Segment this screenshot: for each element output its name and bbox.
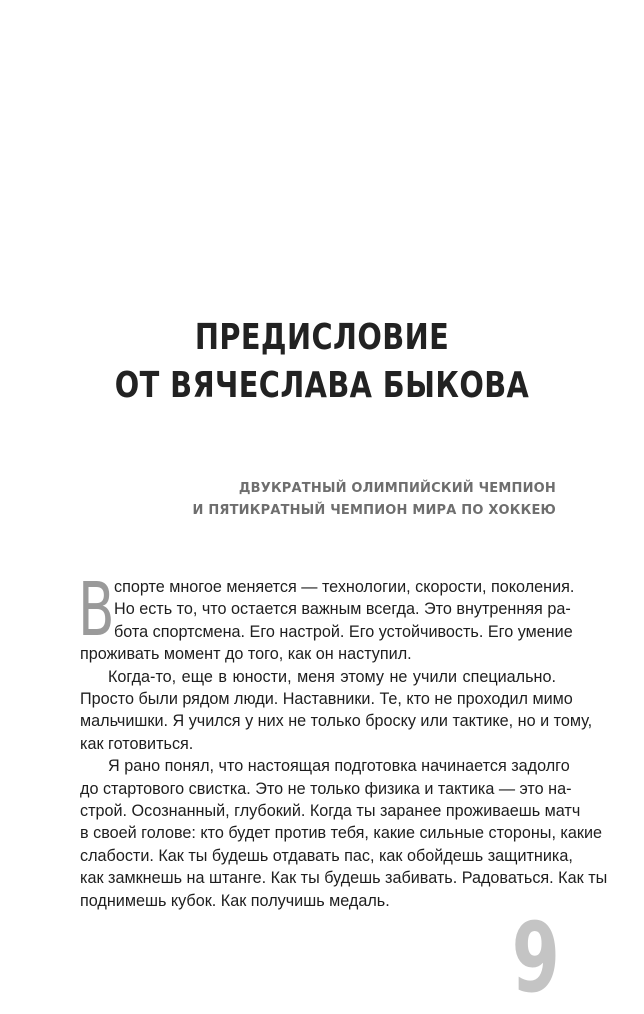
text-line: Когда-то, еще в юности, меня этому не учили специально. <box>108 667 556 686</box>
text-line: Просто были рядом люди. Наставники. Те, кто не проходил мимо <box>80 690 573 709</box>
chapter-title-line: ПРЕДИСЛОВИЕ <box>194 317 450 359</box>
text-line: до стартового свистка. Это не только физика и тактика — это на- <box>80 779 572 798</box>
author-credentials-line: И ПЯТИКРАТНЫЙ ЧЕМПИОН МИРА ПО ХОККЕЮ <box>192 503 556 518</box>
chapter-title <box>64 314 579 410</box>
text-line: поднимешь кубок. Как получишь медаль. <box>80 891 390 910</box>
text-line: Я рано понял, что настоящая подготовка начинается задолго <box>108 757 570 776</box>
text-line: мальчишки. Я учился у них не только броску или тактике, но и тому, <box>80 712 593 731</box>
paragraph <box>80 755 608 912</box>
text-line: строй. Осознанный, глубокий. Когда ты заранее проживаешь матч <box>80 802 581 821</box>
text-line: проживать момент до того, как он наступил. <box>80 645 412 664</box>
chapter-title-line: ОТ ВЯЧЕСЛАВА БЫКОВА <box>114 365 530 407</box>
page-number: 9 <box>511 902 560 1014</box>
author-credentials <box>136 478 556 522</box>
drop-cap-letter: В <box>78 567 115 653</box>
paragraph <box>80 666 593 756</box>
body-text <box>78 567 608 912</box>
text-line: как замкнешь на штанге. Как ты будешь забивать. Радоваться. Как ты <box>80 869 608 888</box>
text-line: слабости. Как ты будешь отдавать пас, как обойдешь защитника, <box>80 846 573 865</box>
paragraph <box>78 567 575 666</box>
author-credentials-line: ДВУКРАТНЫЙ ОЛИМПИЙСКИЙ ЧЕМПИОН <box>238 481 556 496</box>
text-line: Но есть то, что остается важным всегда. Это внутренняя ра- <box>114 600 571 619</box>
text-line: бота спортсмена. Его настрой. Его устойчивость. Его умение <box>114 622 573 641</box>
text-line: как готовиться. <box>80 734 194 753</box>
text-line: спорте многое меняется — технологии, скорости, поколения. <box>114 578 575 596</box>
text-line: в своей голове: кто будет против тебя, какие сильные стороны, какие <box>80 824 603 843</box>
